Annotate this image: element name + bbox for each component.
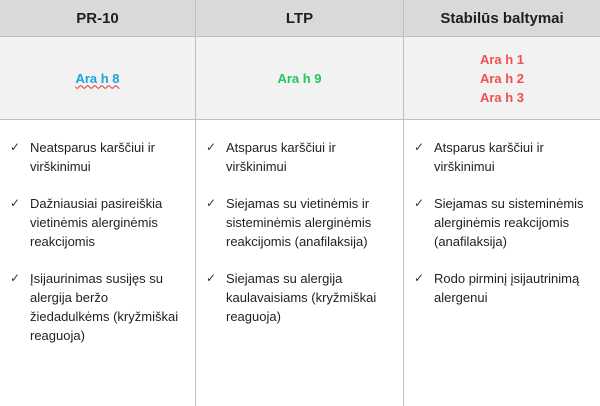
- list-item: [10, 194, 187, 251]
- allergen-cell-stable: [404, 37, 600, 119]
- property-text: Siejamas su vietinėmis ir sisteminėmis alerginėmis reakcijomis (anafilaksija): [226, 196, 372, 249]
- check-icon: ✓: [10, 196, 21, 210]
- allergen-ara-h-1: Ara h 1: [479, 51, 525, 67]
- check-icon: ✓: [10, 140, 21, 154]
- property-text: Siejamas su sisteminėmis alerginėmis reakcijomis (anafilaksija): [434, 196, 584, 249]
- property-text: Neatsparus karščiui ir virškinimui: [30, 140, 155, 174]
- header-row: [0, 0, 600, 36]
- properties-list-stable: [404, 120, 600, 307]
- property-text: Atsparus karščiui ir virškinimui: [434, 140, 544, 174]
- header-cell-pr10: [0, 0, 196, 36]
- list-item: [414, 138, 592, 176]
- check-icon: ✓: [206, 196, 217, 210]
- allergen-ara-h-3: Ara h 3: [479, 89, 525, 105]
- property-text: Įsijaurinimas susijęs su alergija beržo žiedadulkėms (kryžmiškai reaguoja): [30, 271, 179, 343]
- list-item: [206, 269, 395, 326]
- allergen-ara-h-8: Ara h 8: [75, 70, 120, 86]
- header-ltp: LTP: [285, 9, 314, 27]
- list-item: [10, 138, 187, 176]
- properties-cell-pr10: [0, 120, 196, 406]
- properties-list-ltp: [196, 120, 403, 326]
- header-cell-ltp: [196, 0, 404, 36]
- properties-row: [0, 120, 600, 406]
- allergen-ara-h-2: Ara h 2: [479, 70, 525, 86]
- check-icon: ✓: [414, 140, 425, 154]
- header-stable-proteins: Stabilūs baltymai: [440, 9, 564, 27]
- allergen-cell-pr10: [0, 37, 196, 119]
- check-icon: ✓: [10, 271, 21, 285]
- header-cell-stable: [404, 0, 600, 36]
- properties-cell-ltp: [196, 120, 404, 406]
- allergen-row: [0, 36, 600, 120]
- allergen-cell-ltp: [196, 37, 404, 119]
- check-icon: ✓: [414, 196, 425, 210]
- check-icon: ✓: [206, 140, 217, 154]
- property-text: Atsparus karščiui ir virškinimui: [226, 140, 336, 174]
- check-icon: ✓: [414, 271, 425, 285]
- list-item: [414, 194, 592, 251]
- property-text: Rodo pirminį įsijautrinimą alergenui: [434, 271, 580, 305]
- header-pr10: PR-10: [76, 9, 119, 27]
- properties-cell-stable: [404, 120, 600, 406]
- property-text: Dažniausiai pasireiškia vietinėmis alerginėmis reakcijomis: [30, 196, 163, 249]
- list-item: [414, 269, 592, 307]
- allergen-ara-h-9: Ara h 9: [277, 70, 322, 86]
- list-item: [10, 269, 187, 345]
- list-item: [206, 138, 395, 176]
- list-item: [206, 194, 395, 251]
- properties-list-pr10: [0, 120, 195, 345]
- property-text: Siejamas su alergija kaulavaisiams (kryžmiškai reaguoja): [226, 271, 377, 324]
- check-icon: ✓: [206, 271, 217, 285]
